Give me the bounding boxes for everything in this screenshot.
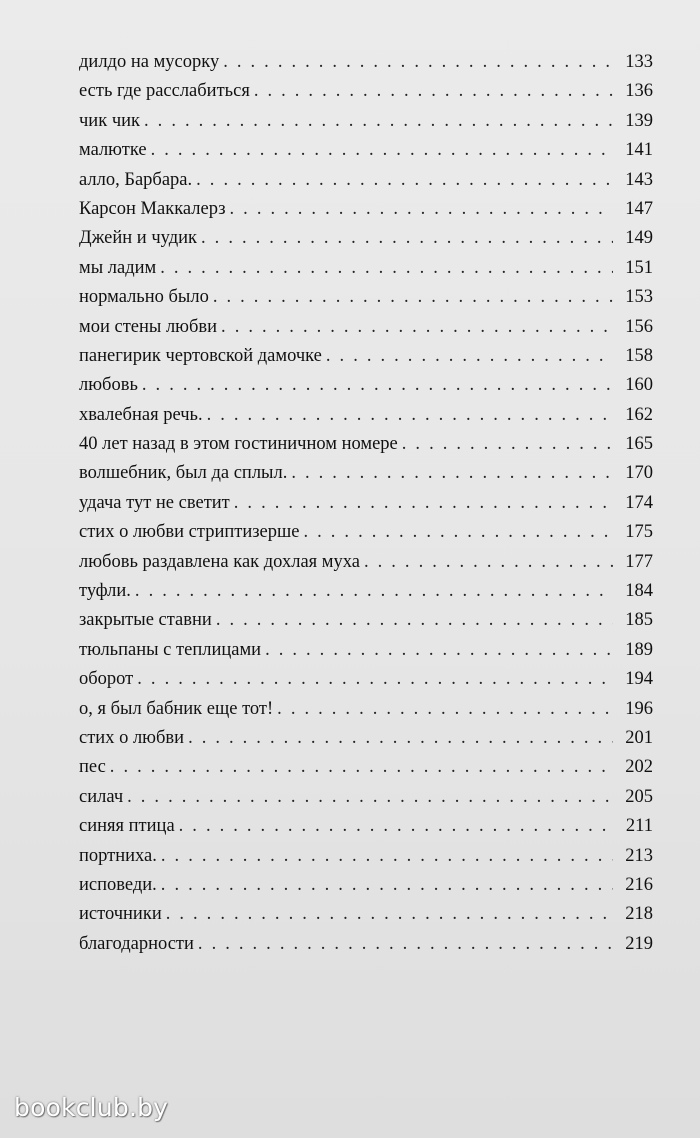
table-of-contents [79,48,653,959]
leader-dots [166,900,613,929]
toc-entry [79,930,653,959]
toc-entry-title: мои стены любви [79,316,218,337]
toc-entry-title: благодарности [79,933,194,954]
leader-dots [364,548,613,577]
toc-entry-title: малютке [79,140,147,161]
toc-entry-page: 170 [625,463,653,484]
toc-entry [79,577,653,606]
toc-entry-title: панегирик чертовской дамочке [79,345,322,366]
leader-dots [188,724,613,753]
toc-entry-page: 143 [625,169,653,190]
leader-dots [216,606,613,635]
leader-dots [223,48,613,77]
toc-entry [79,871,653,900]
toc-entry-title: пес [79,757,106,778]
leader-dots [137,665,613,694]
toc-entry-title: волшебник, был да сплыл. [79,463,288,484]
toc-entry-page: 218 [625,904,653,925]
toc-entry [79,606,653,635]
toc-entry-page: 149 [625,228,653,249]
toc-entry-title: хвалебная речь. [79,404,203,425]
toc-entry [79,401,653,430]
toc-entry-page: 136 [625,81,653,102]
toc-entry [79,548,653,577]
leader-dots [207,401,613,430]
leader-dots [221,313,613,342]
toc-entry-page: 153 [625,287,653,308]
toc-entry-page: 177 [625,551,653,572]
leader-dots [179,812,613,841]
toc-entry [79,695,653,724]
toc-entry-title: чик чик [79,110,141,131]
toc-entry-title: о, я был бабник еще тот! [79,698,274,719]
toc-entry-page: 174 [625,492,653,513]
toc-entry [79,254,653,283]
toc-entry [79,77,653,106]
leader-dots [277,695,613,724]
toc-entry [79,753,653,782]
toc-entry [79,136,653,165]
leader-dots [135,577,613,606]
toc-entry-page: 165 [625,434,653,455]
toc-entry-title: синяя птица [79,816,175,837]
toc-entry-page: 205 [625,786,653,807]
leader-dots [265,636,613,665]
toc-entry-page: 175 [625,522,653,543]
toc-entry-page: 213 [625,845,653,866]
toc-entry-title: тюльпаны с теплицами [79,639,262,660]
toc-entry [79,724,653,753]
leader-dots [291,459,613,488]
toc-entry [79,430,653,459]
toc-entry-title: источники [79,904,162,925]
toc-entry-title: силач [79,786,124,807]
toc-entry [79,812,653,841]
toc-entry-page: 139 [625,110,653,131]
toc-entry [79,313,653,342]
leader-dots [198,930,613,959]
toc-entry [79,342,653,371]
leader-dots [201,224,613,253]
toc-entry-title: туфли. [79,581,131,602]
toc-entry-title: Джейн и чудик [79,228,198,249]
toc-entry-title: удача тут не светит [79,492,230,513]
toc-entry [79,371,653,400]
toc-entry [79,842,653,871]
toc-entry-title: алло, Барбара. [79,169,193,190]
toc-entry-page: 141 [625,140,653,161]
toc-entry [79,224,653,253]
toc-entry [79,107,653,136]
toc-entry-page: 194 [625,669,653,690]
leader-dots [326,342,613,371]
toc-entry-page: 158 [625,345,653,366]
toc-entry-page: 201 [625,727,653,748]
leader-dots [127,783,613,812]
leader-dots [254,77,613,106]
toc-entry-title: любовь раздавлена как дохлая муха [79,551,360,572]
toc-entry-page: 216 [625,874,653,895]
toc-entry [79,459,653,488]
toc-entry-title: 40 лет назад в этом гостиничном номере [79,434,398,455]
toc-entry-title: закрытые ставни [79,610,212,631]
toc-entry [79,166,653,195]
toc-entry [79,900,653,929]
toc-entry-title: стих о любви стриптизерше [79,522,300,543]
toc-entry [79,489,653,518]
toc-entry-title: стих о любви [79,727,185,748]
leader-dots [303,518,613,547]
leader-dots [161,871,613,900]
leader-dots [110,753,613,782]
toc-entry-title: мы ладим [79,257,157,278]
toc-entry [79,665,653,694]
toc-entry-page: 147 [625,198,653,219]
toc-entry-page: 202 [625,757,653,778]
site-watermark: bookclub.by [14,1093,169,1122]
toc-entry [79,283,653,312]
toc-entry [79,518,653,547]
toc-entry-page: 185 [625,610,653,631]
toc-entry [79,636,653,665]
toc-entry-title: оборот [79,669,134,690]
leader-dots [144,107,613,136]
toc-entry-page: 196 [625,698,653,719]
leader-dots [151,136,613,165]
toc-entry [79,195,653,224]
leader-dots [196,166,613,195]
toc-entry-page: 160 [625,375,653,396]
leader-dots [160,254,613,283]
toc-entry-title: нормально было [79,287,209,308]
toc-entry-page: 189 [625,639,653,660]
toc-entry-page: 151 [625,257,653,278]
toc-entry-title: есть где расслабиться [79,81,250,102]
leader-dots [402,430,613,459]
toc-entry-page: 184 [625,581,653,602]
toc-entry-title: Карсон Маккалерз [79,198,226,219]
toc-entry [79,783,653,812]
leader-dots [161,842,613,871]
toc-entry-page: 211 [625,816,653,837]
leader-dots [142,371,613,400]
toc-entry-page: 162 [625,404,653,425]
toc-entry-title: любовь [79,375,138,396]
toc-entry-page: 156 [625,316,653,337]
leader-dots [230,195,613,224]
toc-entry-page: 133 [625,52,653,72]
leader-dots [213,283,613,312]
toc-entry [79,48,653,77]
toc-entry-page: 219 [625,933,653,954]
toc-entry-title: дилдо на мусорку [79,52,220,72]
leader-dots [234,489,613,518]
toc-entry-title: исповеди. [79,874,157,895]
toc-entry-title: портниха. [79,845,157,866]
